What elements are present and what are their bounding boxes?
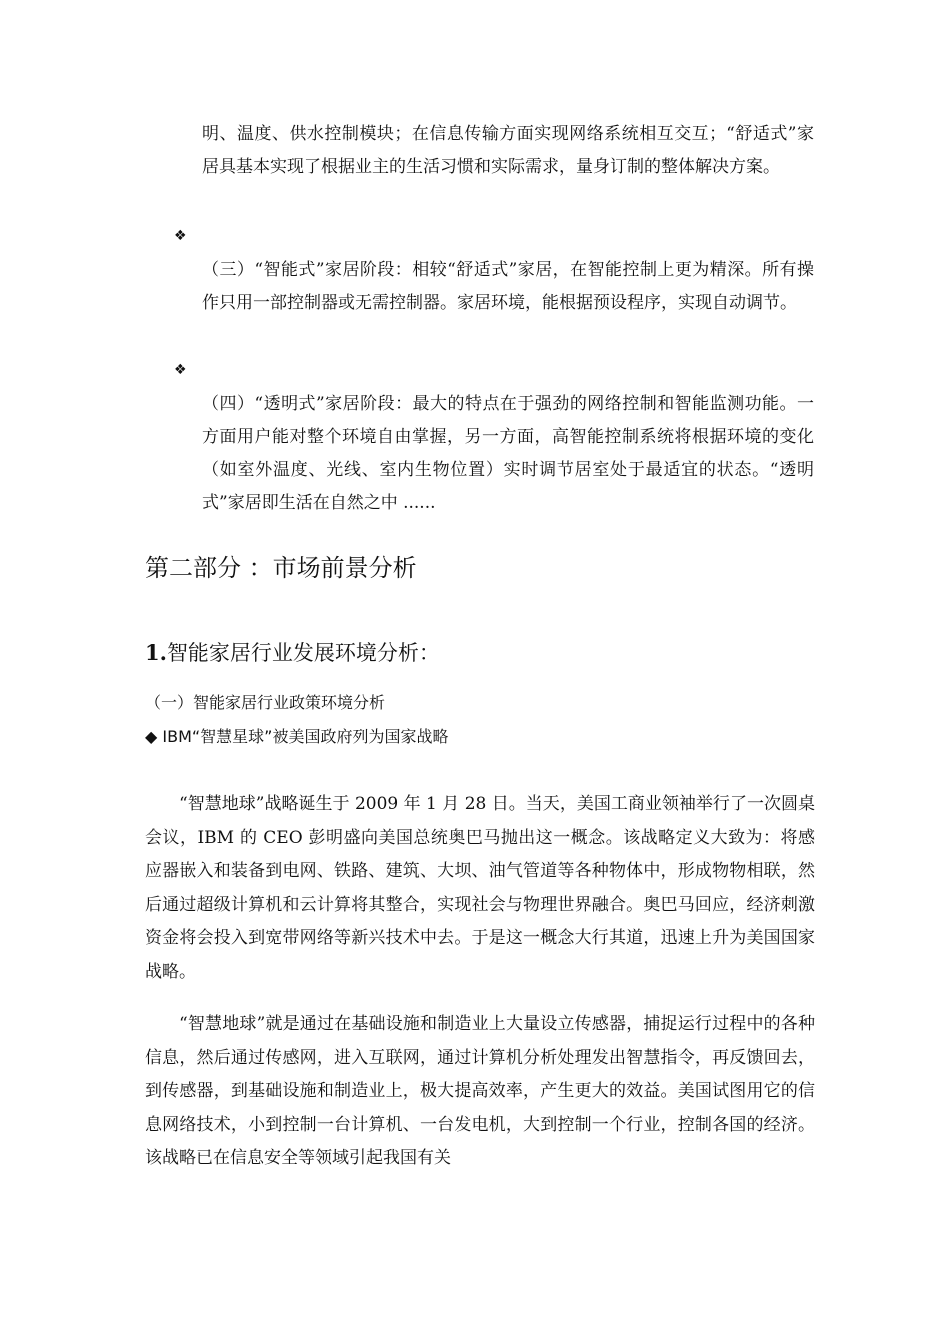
stage2-tail-paragraph: 明、温度、供水控制模块；在信息传输方面实现网络系统相互交互；“舒适式”家居具基本实现了根据业主的生活习惯和实际需求，量身订制的整体解决方案。 — [202, 124, 814, 177]
body-paragraph-1: “智慧地球”战略诞生于 2009 年 1 月 28 日。当天，美国工商业领袖举行了一次圆桌会议，IBM 的 CEO 彭明盛向美国总统奥巴马抛出这一概念。该战略定义大致为：将感应器嵌入和装备到电网、铁路、建筑、大坝、油气管道等各种物体中，形成物物相联，然后通过超级计算机和云计算将其整合，实现社会与物理世界融合。奥巴马回应，经济刺激资金将会投入到宽带网络等新兴技术中去。于是这一概念大行其道，迅速上升为美国国家战略。 — [145, 794, 815, 982]
stage3-paragraph: （三）“智能式”家居阶段：相较“舒适式”家居，在智能控制上更为精深。所有操作只用一部控制器或无需控制器。家居环境，能根据预设程序，实现自动调节。 — [202, 260, 814, 313]
bullet-icon: ❖ — [174, 362, 187, 378]
part-heading: 第二部分 ：市场前景分析 — [145, 554, 417, 582]
subsection-heading: （一）智能家居行业政策环境分析 — [145, 693, 386, 712]
body-paragraph-2: “智慧地球”就是通过在基础设施和制造业上大量设立传感器，捕捉运行过程中的各种信息，然后通过传感网，进入互联网，通过计算机分析处理发出智慧指令，再反馈回去，到传感器，到基础设施和制造业上，极大提高效率，产生更大的效益。美国试图用它的信息网络技术，小到控制一台计算机、一台发电机，大到控制一个行业，控制各国的经济。该战略已在信息安全等领域引起我国有关 — [145, 1014, 815, 1168]
bullet-icon: ❖ — [174, 228, 187, 244]
section-title: 智能家居行业发展环境分析： — [166, 641, 440, 665]
diamond-list-item: ◆ IBM“智慧星球”被美国政府列为国家战略 — [145, 727, 449, 746]
section-heading — [145, 636, 440, 670]
stage4-paragraph: （四）“透明式”家居阶段：最大的特点在于强劲的网络控制和智能监测功能。一方面用户能对整个环境自由掌握，另一方面，高智能控制系统将根据环境的变化（如室外温度、光线、室内生物位置）实时调节居室处于最适宜的状态。“透明式”家居即生活在自然之中 ...... — [202, 394, 814, 513]
section-number: 1. — [145, 640, 167, 665]
